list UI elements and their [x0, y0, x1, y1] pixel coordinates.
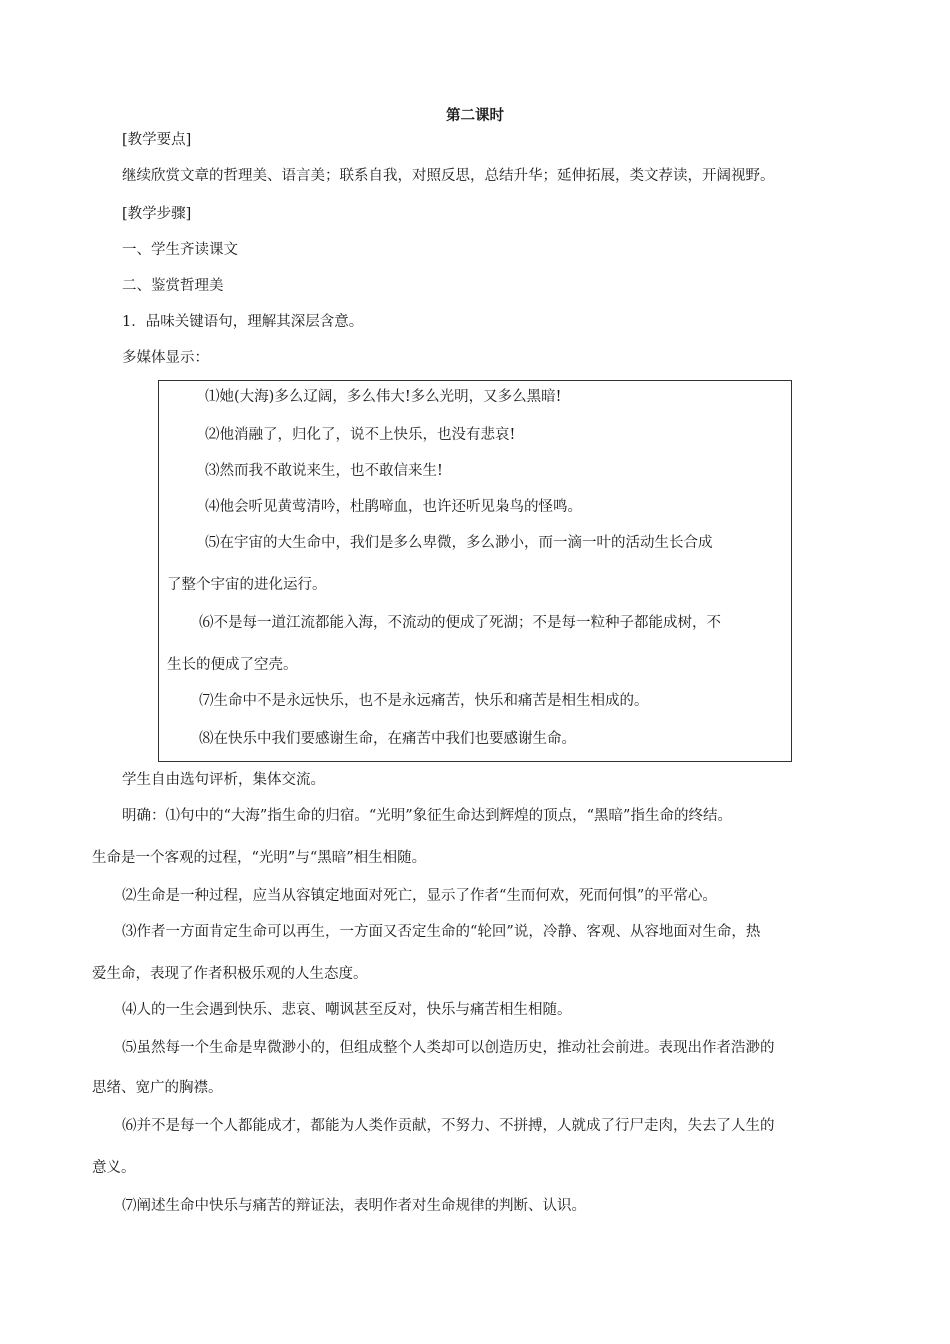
answer-3b: 爱生命，表现了作者积极乐观的人生态度。: [92, 966, 368, 982]
box-sentence-5a: ⑸在宇宙的大生命中，我们是多么卑微，多么渺小，而一滴一叶的活动生长合成: [205, 535, 713, 551]
box-sentence-2: ⑵他消融了，归化了，说不上快乐，也没有悲哀!: [205, 427, 516, 443]
step-one: 一、学生齐读课文: [122, 242, 238, 258]
box-sentence-6a: ⑹不是每一道江流都能入海，不流动的便成了死湖；不是每一粒种子都能成树，不: [199, 615, 721, 631]
box-sentence-5b: 了整个宇宙的进化运行。: [167, 577, 327, 593]
answer-7: ⑺阐述生命中快乐与痛苦的辩证法，表明作者对生命规律的判断、认识。: [122, 1198, 586, 1214]
teaching-steps-label: [教学步骤]: [122, 206, 192, 222]
answer-1b: 生命是一个客观的过程，“光明”与“黑暗”相生相随。: [92, 850, 427, 866]
step-two: 二、鉴赏哲理美: [122, 278, 224, 294]
sub-step-one: 1．品味关键语句，理解其深层含意。: [122, 314, 364, 330]
box-sentence-8: ⑻在快乐中我们要感谢生命，在痛苦中我们也要感谢生命。: [199, 731, 576, 747]
answer-3a: ⑶作者一方面肯定生命可以再生，一方面又否定生命的“轮回”说，冷静、客观、从容地面对生命，热: [122, 924, 761, 940]
answer-4: ⑷人的一生会遇到快乐、悲哀、嘲讽甚至反对，快乐与痛苦相生相随。: [122, 1002, 572, 1018]
teaching-points-label: [教学要点]: [122, 132, 192, 148]
answer-2: ⑵生命是一种过程，应当从容镇定地面对死亡，显示了作者“生而何欢，死而何惧”的平常心。: [122, 888, 717, 904]
page-title: 第二课时: [446, 108, 504, 124]
multimedia-box: [158, 380, 792, 762]
box-sentence-3: ⑶然而我不敢说来生，也不敢信来生!: [205, 463, 443, 479]
answer-5a: ⑸虽然每一个生命是卑微渺小的，但组成整个人类却可以创造历史，推动社会前进。表现出作者浩渺的: [122, 1040, 775, 1056]
teaching-points-text: 继续欣赏文章的哲理美、语言美；联系自我，对照反思，总结升华；延伸拓展，类文荐读，开阔视野。: [122, 168, 775, 184]
answer-6a: ⑹并不是每一个人都能成才，都能为人类作贡献，不努力、不拼搏，人就成了行尸走肉，失去了人生的: [122, 1118, 775, 1134]
multimedia-label: 多媒体显示：: [122, 350, 209, 366]
answer-6b: 意义。: [92, 1160, 136, 1176]
answer-1a: 明确：⑴句中的“大海”指生命的归宿。“光明”象征生命达到辉煌的顶点，“黑暗”指生命的终结。: [122, 808, 732, 824]
box-sentence-4: ⑷他会听见黄莺清吟，杜鹃啼血，也许还听见枭鸟的怪鸣。: [205, 499, 582, 515]
box-sentence-1: ⑴她(大海)多么辽阔，多么伟大!多么光明，又多么黑暗!: [205, 389, 562, 405]
box-sentence-6b: 生长的便成了空壳。: [167, 657, 298, 673]
box-sentence-7: ⑺生命中不是永远快乐，也不是永远痛苦，快乐和痛苦是相生相成的。: [199, 693, 649, 709]
answer-5b: 思绪、宽广的胸襟。: [92, 1080, 223, 1096]
after-box-text: 学生自由选句评析，集体交流。: [122, 772, 325, 788]
